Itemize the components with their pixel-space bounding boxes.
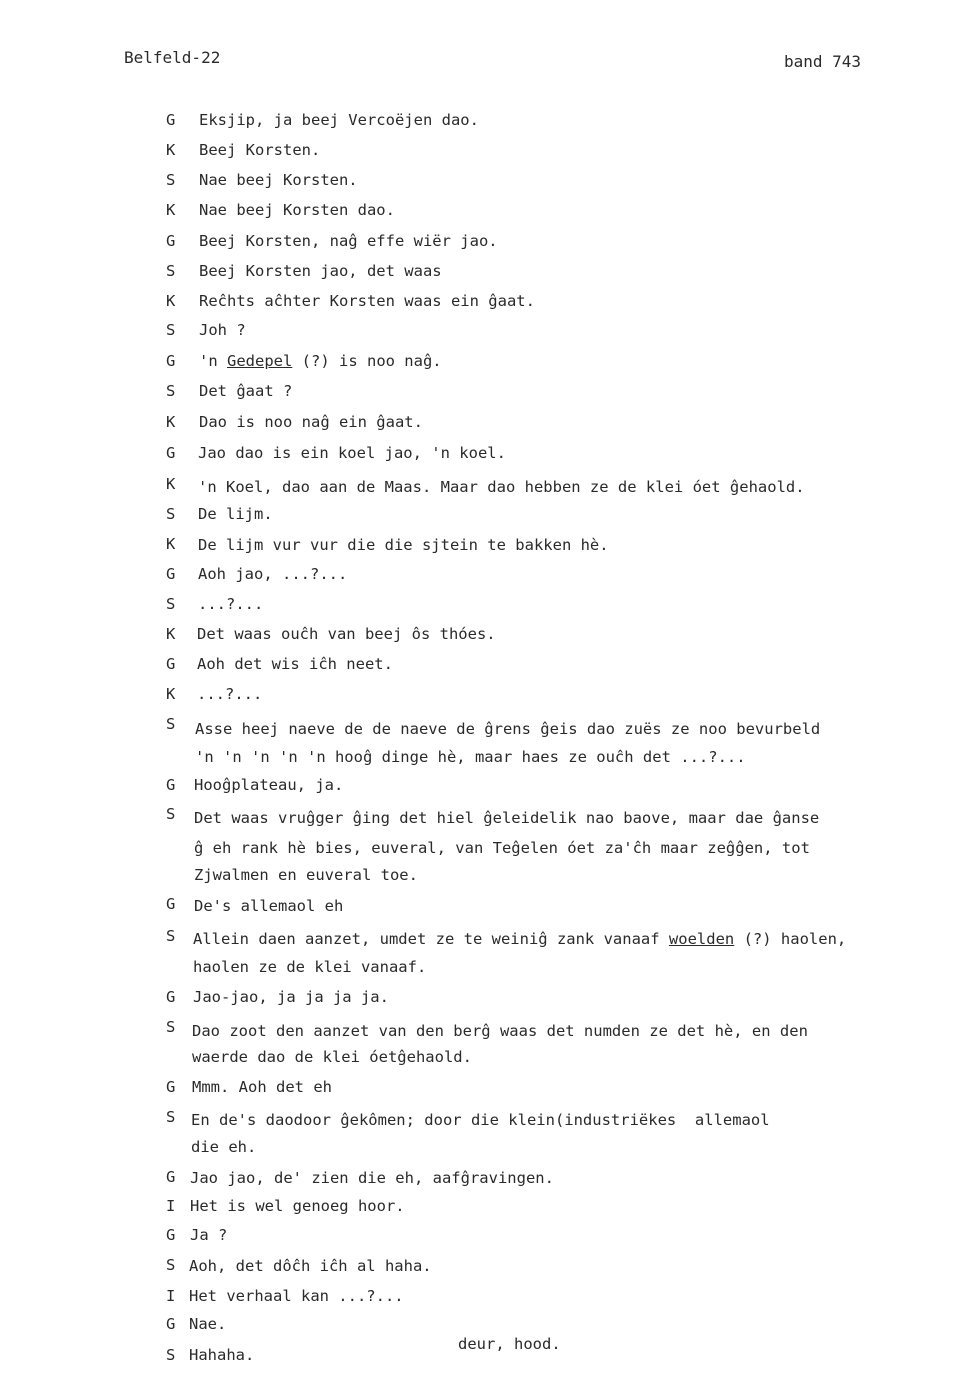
transcript-line: En de's daodoor ĝekômen; door die klein(industriëkes allemaol [191, 1111, 770, 1129]
side-note: deur, hood. [458, 1335, 561, 1353]
speaker-label: S [166, 321, 176, 339]
transcript-line: Nae beej Korsten. [199, 171, 358, 189]
speaker-label: K [166, 201, 176, 219]
transcript-line: Det ĝaat ? [199, 382, 293, 400]
speaker-label: S [166, 1256, 176, 1274]
transcript-line: Joh ? [199, 321, 246, 339]
speaker-label: S [166, 1108, 176, 1126]
transcript-line: Mmm. Aoh det eh [192, 1078, 332, 1096]
transcript-line: Ja ? [190, 1226, 228, 1244]
document-title: Belfeld-22 [124, 48, 221, 67]
transcript-line: Jao-jao, ja ja ja ja. [193, 988, 389, 1006]
speaker-label: S [166, 715, 176, 733]
transcript-line: Nae. [189, 1315, 227, 1333]
transcript-line-continued: die eh. [191, 1138, 257, 1156]
speaker-label: S [166, 171, 176, 189]
speaker-label: G [166, 895, 176, 913]
transcript-line: Beej Korsten. [199, 141, 321, 159]
transcript-line: Hahaha. [189, 1346, 255, 1364]
transcript-line: Dao is noo naĝ ein ĝaat. [199, 413, 423, 431]
speaker-label: G [166, 1168, 176, 1186]
speaker-label: K [166, 685, 176, 703]
transcript-line: Aoh det wis iĉh neet. [197, 655, 393, 673]
transcript-line-continued: 'n 'n 'n 'n 'n hooĝ dinge hè, maar haes ze ouĉh det ...?... [195, 748, 746, 766]
transcript-line: Het verhaal kan ...?... [189, 1287, 404, 1305]
transcript-line-continued: haolen ze de klei vanaaf. [193, 958, 427, 976]
transcript-line [193, 929, 846, 949]
line-text-a: Allein daen aanzet, umdet ze te weiniĝ zank vanaaf [193, 930, 669, 948]
speaker-label: S [166, 1018, 176, 1036]
transcript-line-continued: waerde dao de klei óetĝehaold. [192, 1048, 472, 1066]
speaker-label: K [166, 475, 176, 493]
speaker-label: G [166, 776, 176, 794]
band-number: band 743 [784, 52, 862, 71]
speaker-label: G [166, 565, 176, 583]
speaker-label: G [166, 352, 176, 370]
speaker-label: G [166, 111, 176, 129]
speaker-label: K [166, 535, 176, 553]
transcript-line: De's allemaol eh [194, 897, 344, 915]
transcript-line: Beej Korsten, naĝ effe wiër jao. [199, 232, 498, 250]
transcript-line: Reĉhts aĉhter Korsten waas ein ĝaat. [199, 292, 535, 310]
transcript-line: Aoh, det dôĉh iĉh al haha. [189, 1257, 432, 1275]
uncertain-word: woelden [668, 930, 735, 948]
transcript-line-continued: ĝ eh rank hè bies, euveral, van Teĝelen óet za'ĉh maar zeĝĝen, tot [194, 839, 810, 857]
transcript-line: ...?... [197, 685, 263, 703]
speaker-label: G [166, 1078, 176, 1096]
transcript-line: Det waas vruĝger ĝing det hiel ĝeleidelik nao baove, maar dae ĝanse [194, 809, 820, 827]
speaker-label: G [166, 1315, 176, 1333]
speaker-label: S [166, 382, 176, 400]
speaker-label: K [166, 413, 176, 431]
speaker-label: S [166, 595, 176, 613]
transcript-line: Eksjip, ja beej Vercoëjen dao. [199, 111, 479, 129]
transcript-line: Aoh jao, ...?... [198, 565, 348, 583]
speaker-label: S [166, 505, 176, 523]
speaker-label: S [166, 805, 176, 823]
speaker-label: S [166, 927, 176, 945]
uncertain-word: Gedepel [227, 352, 293, 370]
line-text-b: (?) haolen, [734, 930, 847, 948]
line-text-a: 'n [199, 352, 227, 370]
transcript-line: Jao jao, de' zien die eh, aafĝravingen. [190, 1169, 554, 1187]
speaker-label: G [166, 988, 176, 1006]
transcript-line: Het is wel genoeg hoor. [190, 1197, 405, 1215]
transcript-line: Det waas ouĉh van beej ôs thóes. [197, 625, 496, 643]
speaker-label: K [166, 141, 176, 159]
transcript-line: De lijm vur vur die die sjtein te bakken hè. [198, 536, 609, 554]
transcript-line: Dao zoot den aanzet van den berĝ waas det numden ze det hè, en den [192, 1022, 808, 1040]
transcript-line: De lijm. [198, 505, 273, 523]
speaker-label: G [166, 232, 176, 250]
transcript-line: Beej Korsten jao, det waas [199, 262, 442, 280]
speaker-label: I [166, 1197, 176, 1215]
speaker-label: I [166, 1287, 176, 1305]
speaker-label: G [166, 444, 176, 462]
transcript-line [199, 351, 442, 371]
line-text-b: (?) is noo naĝ. [292, 352, 442, 370]
speaker-label: S [166, 262, 176, 280]
transcript-line: ...?... [198, 595, 264, 613]
transcript-line: Hooĝplateau, ja. [194, 776, 344, 794]
transcript-line-continued: Zjwalmen en euveral toe. [194, 866, 418, 884]
speaker-label: S [166, 1346, 176, 1364]
transcript-line: Nae beej Korsten dao. [199, 201, 395, 219]
speaker-label: K [166, 292, 176, 310]
transcript-line: 'n Koel, dao aan de Maas. Maar dao hebben ze de klei óet ĝehaold. [198, 478, 805, 496]
transcript-line: Jao dao is ein koel jao, 'n koel. [198, 444, 506, 462]
speaker-label: K [166, 625, 176, 643]
speaker-label: G [166, 655, 176, 673]
speaker-label: G [166, 1226, 176, 1244]
transcript-line: Asse heej naeve de de naeve de ĝrens ĝeis dao zuës ze noo bevurbeld [195, 720, 821, 738]
